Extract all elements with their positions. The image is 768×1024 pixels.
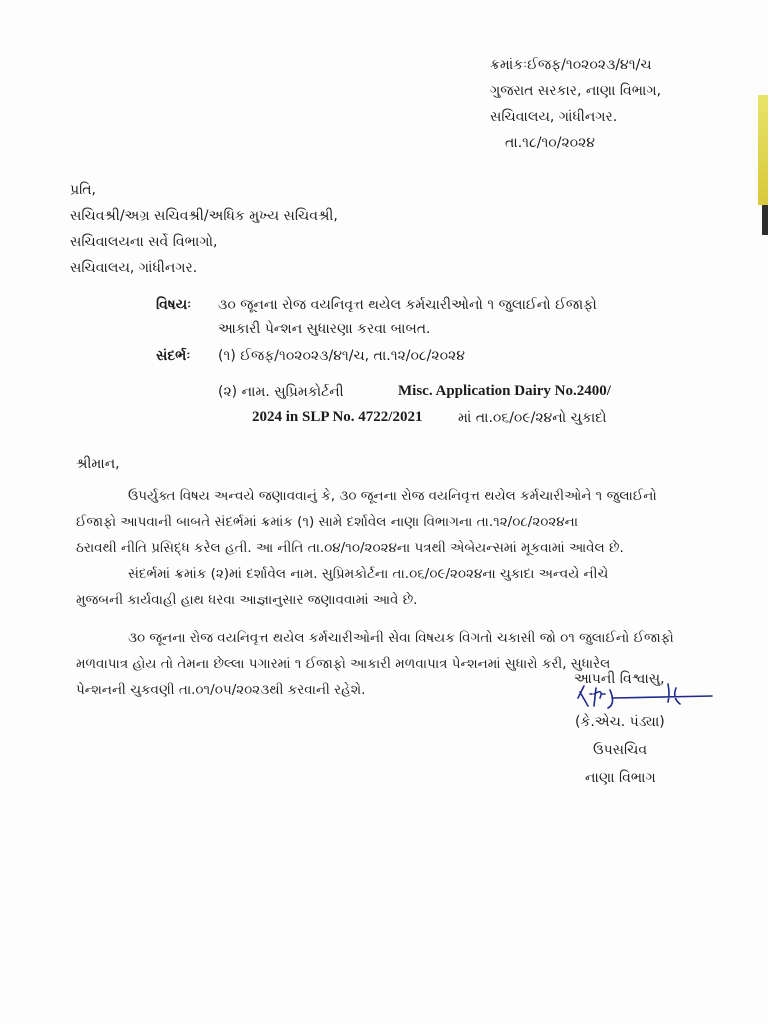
paragraph-2-line-2: મુજબની કાર્યવાહી હાથ ધરવા આજ્ઞાનુસાર જણાવવામાં આવે છે.	[76, 592, 418, 608]
reference-item-2-line-2-english: 2024 in SLP No. 4722/2021	[252, 409, 423, 425]
paragraph-3-line-2: મળવાપાત્ર હોય તો તેમના છેલ્લા પગારમાં ૧ ઈજાફો આકારી મળવાપાત્ર પેન્શનમાં સુધારો કરી, સુધારેલ	[76, 656, 611, 672]
office-name: ગુજરાત સરકાર, નાણા વિભાગ,	[490, 83, 662, 99]
office-address: સચિવાલય, ગાંધીનગર.	[490, 109, 618, 125]
subject-line-1: ૩૦ જૂનના રોજ વયનિવૃત્ત થયેલ કર્મચારીઓનો ૧ જુલાઈનો ઈજાફો	[218, 297, 597, 313]
scan-edge-strip	[758, 95, 768, 205]
signatory-designation: ઉપસચિવ	[593, 742, 648, 758]
signatory-name: (કે.એચ. પંડ્યા)	[575, 714, 665, 730]
handwritten-signature	[572, 680, 717, 716]
recipient-prati: પ્રતિ,	[70, 182, 96, 198]
subject-label: વિષયઃ	[156, 297, 192, 313]
reference-item-2-english: Misc. Application Dairy No.2400/	[398, 383, 611, 399]
subject-line-2: આકારી પેન્શન સુધારણા કરવા બાબત.	[218, 321, 431, 337]
paragraph-2-line-1: સંદર્ભમાં ક્રમાંક (૨)માં દર્શાવેલ નામ. સુપ્રિમકોર્ટના તા.૦૬/૦૯/૨૦૨૪ના ચુકાદા અન્વયે નીચે	[128, 566, 609, 582]
closing: આપની વિશ્વાસુ,	[574, 671, 665, 687]
letter-date: તા.૧૮/૧૦/૨૦૨૪	[505, 135, 595, 151]
salutation: શ્રીમાન,	[76, 456, 120, 472]
recipient-line-1: સચિવશ્રી/અગ્ર સચિવશ્રી/અધિક મુખ્ય સચિવશ્રી,	[70, 208, 338, 224]
recipient-line-3: સચિવાલય, ગાંધીનગર.	[70, 260, 198, 276]
reference-item-2-prefix: (૨) નામ. સુપ્રિમકોર્ટની	[218, 384, 344, 400]
paragraph-3-line-1: ૩૦ જૂનના રોજ વયનિવૃત્ત થયેલ કર્મચારીઓની સેવા વિષયક વિગતો ચકાસી જો ૦૧ જુલાઈનો ઈજાફો	[128, 630, 674, 646]
paragraph-1-line-2: ઈજાફો આપવાની બાબતે સંદર્ભમાં ક્રમાંક (૧) સામે દર્શાવેલ નાણા વિભાગના તા.૧૨/૦૮/૨૦૨૪ના	[76, 514, 579, 530]
recipient-line-2: સચિવાલયના સર્વે વિભાગો,	[70, 234, 218, 250]
reference-label: સંદર્ભઃ	[156, 348, 191, 364]
reference-number: ક્રમાંકઃઈજફ/૧૦૨૦૨૩/૪૧/ચ	[490, 57, 652, 73]
paragraph-3-line-3: પેન્શનની ચુકવણી તા.૦૧/૦૫/૨૦૨૩થી કરવાની રહેશે.	[76, 682, 366, 698]
paragraph-1-line-3: ઠરાવથી નીતિ પ્રસિદ્ધ કરેલ હતી. આ નીતિ તા.૦૪/૧૦/૨૦૨૪ના પત્રથી એબેયન્સમાં મૂકવામાં આવેલ છે.	[76, 540, 624, 556]
paragraph-1-line-1: ઉપર્યુક્ત વિષય અન્વયે જણાવવાનું કે, ૩૦ જૂનના રોજ વયનિવૃત્ત થયેલ કર્મચારીઓને ૧ જુલાઈનો	[128, 488, 657, 504]
reference-item-2-line-2-suffix: માં તા.૦૬/૦૯/૨૪નો ચુકાદો	[458, 410, 607, 426]
reference-item-1: (૧) ઈજફ/૧૦૨૦૨૩/૪૧/ચ, તા.૧૨/૦૮/૨૦૨૪	[218, 348, 465, 364]
signatory-department: નાણા વિભાગ	[585, 770, 656, 786]
scan-edge-mark	[762, 205, 768, 235]
